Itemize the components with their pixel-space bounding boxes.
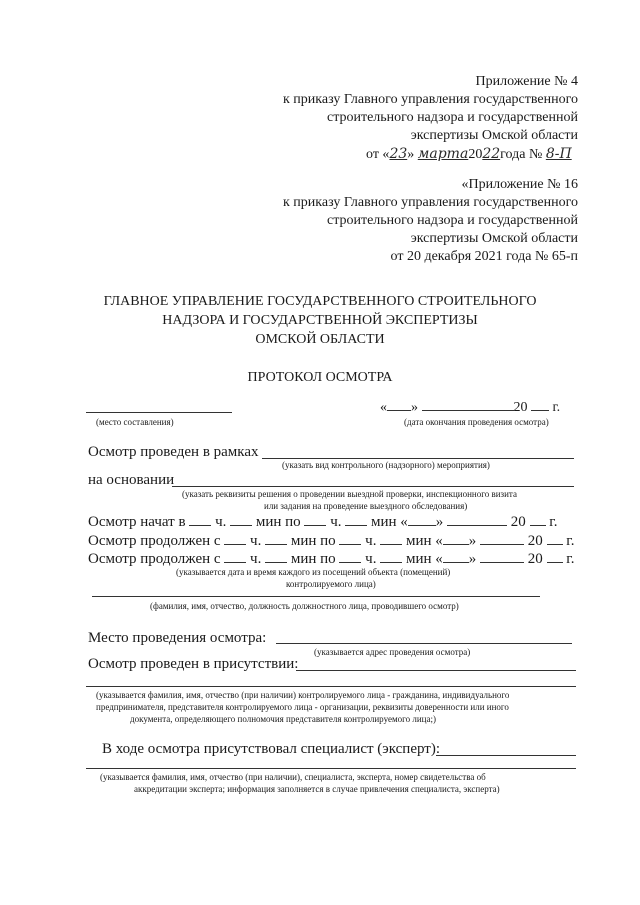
expert-caption-2: аккредитации эксперта; информация заполняется в случае привлечения специалиста, эксперта) — [134, 784, 500, 794]
continued-row-1[interactable]: Осмотр продолжен с ч. мин по ч. мин « » 20 г. — [88, 533, 575, 549]
time-caption-1: (указывается дата и время каждого из посещений объекта (помещений) — [176, 567, 451, 577]
order-line-4: экспертизы Омской области — [410, 128, 578, 143]
expert-caption-1: (указывается фамилия, имя, отчество (при наличии), специалиста, эксперта, номер свидетельства об — [100, 772, 486, 782]
annex-line-3: строительного надзора и государственной — [326, 213, 578, 228]
order-date-suffix: года № — [500, 147, 543, 162]
place-line[interactable] — [86, 412, 232, 413]
start-row[interactable]: Осмотр начат в ч. мин по ч. мин « » 20 г. — [88, 514, 558, 530]
agency-line-1: ГЛАВНОЕ УПРАВЛЕНИЕ ГОСУДАРСТВЕННОГО СТРОИТЕЛЬНОГО — [103, 294, 537, 309]
place-caption: (место составления) — [96, 417, 174, 427]
presence-label: Осмотр проведен в присутствии: — [88, 656, 299, 672]
time-caption-2: контролируемого лица) — [286, 579, 376, 589]
date-field[interactable]: « » 20 г. — [380, 400, 561, 415]
location-caption: (указывается адрес проведения осмотра) — [314, 647, 471, 657]
date-caption: (дата окончания проведения осмотра) — [404, 417, 549, 427]
expert-line-2[interactable] — [86, 768, 576, 769]
expert-line-1[interactable] — [436, 755, 576, 756]
agency-line-2: НАДЗОРА И ГОСУДАРСТВЕННОЙ ЭКСПЕРТИЗЫ — [162, 313, 478, 328]
location-line[interactable] — [276, 643, 572, 644]
presence-caption-1: (указывается фамилия, имя, отчество (при наличии) контролируемого лица - гражданина, индивидуального — [96, 690, 510, 700]
order-date-month: марта — [417, 146, 469, 162]
order-line-3: строительного надзора и государственной — [326, 110, 578, 125]
basis-line[interactable] — [172, 486, 574, 487]
order-date-year-prefix: 20 — [468, 147, 483, 162]
basis-caption-1: (указать реквизиты решения о проведении выездной проверки, инспекционного визита — [182, 489, 517, 499]
annex-number: «Приложение № 16 — [461, 177, 578, 192]
official-line[interactable] — [92, 596, 540, 597]
order-date-prefix: от « — [366, 147, 390, 162]
location-label: Место проведения осмотра: — [88, 630, 267, 646]
annex-line-4: экспертизы Омской области — [410, 231, 578, 246]
agency-line-3: ОМСКОЙ ОБЛАСТИ — [255, 332, 385, 347]
official-caption: (фамилия, имя, отчество, должность должностного лица, проводившего осмотр) — [150, 601, 459, 611]
order-date-day: 23 — [389, 146, 408, 162]
order-date-number: 8-П — [545, 146, 572, 162]
order-annex-number: Приложение № 4 — [475, 74, 578, 89]
basis-label: на основании — [88, 472, 175, 488]
order-line-2: к приказу Главного управления государственного — [283, 92, 578, 107]
continued-row-2[interactable]: Осмотр продолжен с ч. мин по ч. мин « » 20 г. — [88, 551, 575, 567]
presence-caption-2: предпринимателя, представителя контролируемого лица - организации, реквизиты доверенности или иного — [96, 702, 509, 712]
basis-caption-2: или задания на проведение выездного обследования) — [264, 501, 468, 511]
conducted-line[interactable] — [262, 458, 574, 459]
order-date-close-quote: » — [407, 147, 415, 162]
annex-date-line: от 20 декабря 2021 года № 65-п — [390, 249, 578, 264]
conducted-label: Осмотр проведен в рамках — [88, 444, 259, 460]
presence-line-1[interactable] — [296, 670, 576, 671]
presence-line-2[interactable] — [86, 686, 576, 687]
expert-label: В ходе осмотра присутствовал специалист (эксперт): — [102, 741, 440, 757]
order-date-line — [366, 146, 572, 163]
presence-caption-3: документа, определяющего полномочия представителя контролируемого лица;) — [130, 714, 436, 724]
conducted-caption: (указать вид контрольного (надзорного) мероприятия) — [282, 460, 490, 470]
annex-line-2: к приказу Главного управления государственного — [283, 195, 578, 210]
order-date-year: 22 — [482, 146, 501, 162]
document-title: ПРОТОКОЛ ОСМОТРА — [247, 370, 393, 385]
